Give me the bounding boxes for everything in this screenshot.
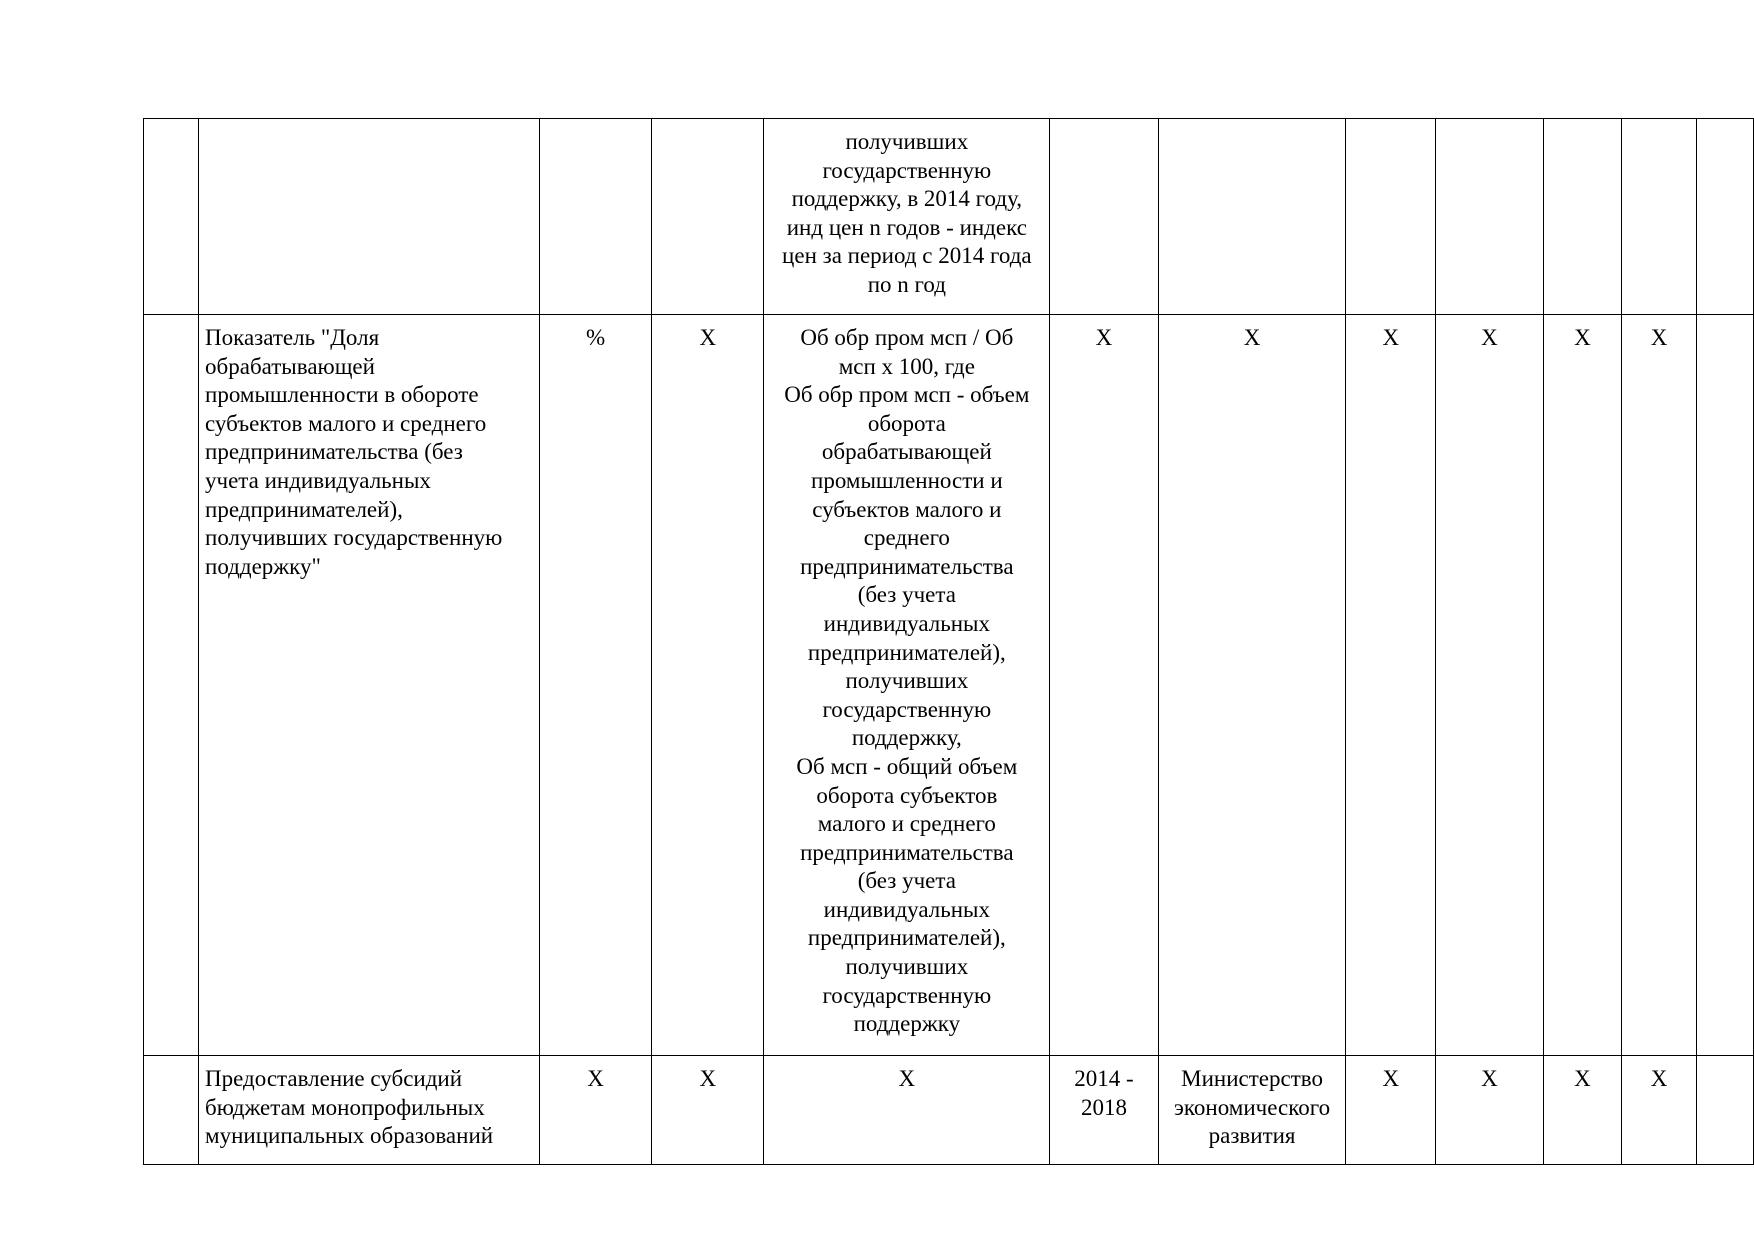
- table-cell: [1050, 119, 1159, 315]
- formula-cell: получивших государственную поддержку, в 2014 году, инд цен n годов - индекс цен за период с 2014 года по n год: [764, 119, 1050, 315]
- table-cell: [652, 119, 764, 315]
- table-row: [144, 1056, 1754, 1165]
- indicator-table: [143, 118, 1754, 1165]
- table-cell: X: [1436, 315, 1544, 1056]
- table-cell: [144, 315, 199, 1056]
- table-cell: X: [652, 1056, 764, 1165]
- table-cell: [1436, 119, 1544, 315]
- table-cell: [144, 119, 199, 315]
- table-cell: [539, 119, 651, 315]
- table-cell: X: [1436, 1056, 1544, 1165]
- table-cell: X: [764, 1056, 1050, 1165]
- responsible-cell: Министерство экономического развития: [1158, 1056, 1346, 1165]
- table-cell: X: [1622, 1056, 1697, 1165]
- table-cell: X: [1622, 315, 1697, 1056]
- unit-cell: %: [539, 315, 651, 1056]
- table-cell: [1346, 119, 1436, 315]
- table-cell: X: [1346, 315, 1436, 1056]
- table-cell: X: [1158, 315, 1346, 1056]
- formula-cell: Об обр пром мсп / Об мсп x 100, где Об обр пром мсп - объем оборота обрабатывающей промышленности и субъектов малого и среднего предпринимательства (без учета индивидуальных предпринимателей), получивших государственную поддержку, Об мсп - общий объем оборота субъектов малого и среднего предпринимательства (без учета индивидуальных предпринимателей), получивших государственную поддержку: [764, 315, 1050, 1056]
- table-cell: [199, 119, 540, 315]
- table-cell: X: [1543, 1056, 1622, 1165]
- table-cell: [1622, 119, 1697, 315]
- table-row: [144, 315, 1754, 1056]
- table-cell: X: [652, 315, 764, 1056]
- table-cell: [1158, 119, 1346, 315]
- table-row: [144, 119, 1754, 315]
- table-cell: X: [1346, 1056, 1436, 1165]
- table-cell: [1697, 1056, 1754, 1165]
- table-cell: [1697, 315, 1754, 1056]
- table-cell: [1543, 119, 1622, 315]
- table-cell: X: [1050, 315, 1159, 1056]
- table-cell: [1697, 119, 1754, 315]
- measure-name-cell: Предоставление субсидий бюджетам монопрофильных муниципальных образований: [199, 1056, 540, 1165]
- period-cell: 2014 - 2018: [1050, 1056, 1159, 1165]
- table-cell: [144, 1056, 199, 1165]
- table-cell: X: [539, 1056, 651, 1165]
- table-cell: X: [1543, 315, 1622, 1056]
- indicator-name-cell: Показатель "Доля обрабатывающей промышленности в обороте субъектов малого и среднего предпринимательства (без учета индивидуальных предпринимателей), получивших государственную поддержку": [199, 315, 540, 1056]
